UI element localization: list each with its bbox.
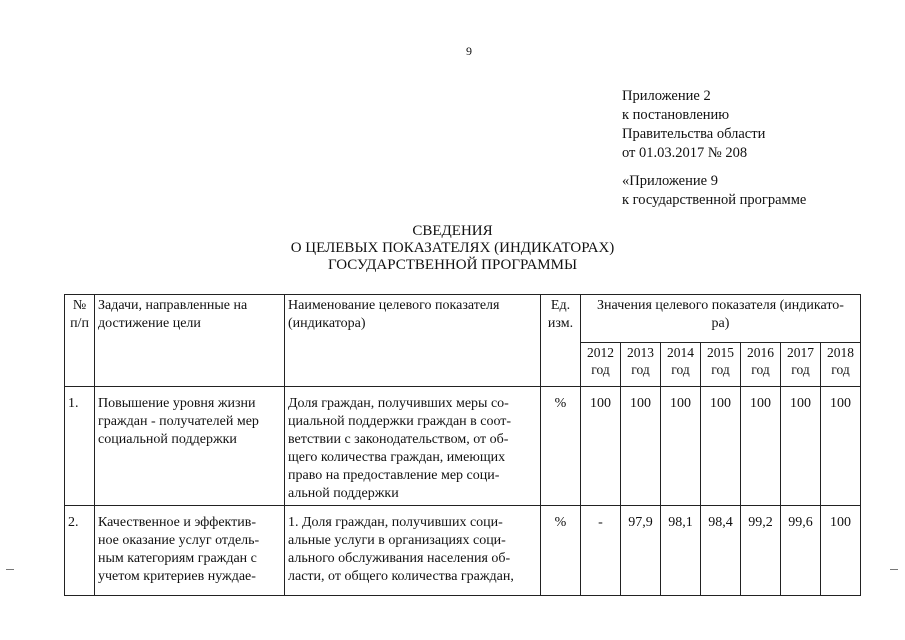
row-tasks: Качественное и эффектив- ное оказание услуг отдель- ным категориям граждан с учетом критериев нуждае- (95, 506, 285, 596)
row-unit: % (541, 387, 581, 506)
row-indicator: 1. Доля граждан, получивших соци- альные услуги в организациях соци- ального обслуживания населения об- ласти, от общего количества граждан, (285, 506, 541, 596)
value-cell: 100 (701, 387, 741, 506)
year-header-2018: 2018 год (821, 343, 861, 387)
table-header-row (65, 295, 861, 343)
year-header-2012: 2012 год (581, 343, 621, 387)
row-unit: % (541, 506, 581, 596)
appendix-line: Приложение 2 (622, 88, 711, 104)
header-indicator: Наименование целевого показателя (индикатора) (285, 295, 541, 387)
value-cell: 100 (781, 387, 821, 506)
year-header-2016: 2016 год (741, 343, 781, 387)
appendix-reference (622, 87, 765, 163)
row-num: 1. (65, 387, 95, 506)
value-cell: 100 (821, 387, 861, 506)
value-cell: 100 (581, 387, 621, 506)
value-cell: 100 (621, 387, 661, 506)
right-margin-mark (890, 569, 898, 570)
appendix-line: «Приложение 9 (622, 173, 718, 189)
year-header-2013: 2013 год (621, 343, 661, 387)
program-appendix-reference (622, 172, 806, 210)
title-line: СВЕДЕНИЯ (412, 223, 493, 239)
header-num: № п/п (65, 295, 95, 387)
year-header-2015: 2015 год (701, 343, 741, 387)
value-cell: - (581, 506, 621, 596)
appendix-line: от 01.03.2017 № 208 (622, 145, 748, 161)
row-num: 2. (65, 506, 95, 596)
row-tasks: Повышение уровня жизни граждан - получателей мер социальной поддержки (95, 387, 285, 506)
table-row (65, 387, 861, 506)
title-line: ГОСУДАРСТВЕННОЙ ПРОГРАММЫ (327, 257, 578, 273)
year-header-2017: 2017 год (781, 343, 821, 387)
value-cell: 98,4 (701, 506, 741, 596)
value-cell: 100 (821, 506, 861, 596)
header-values: Значения целевого показателя (индикато- ра) (581, 295, 861, 343)
value-cell: 99,6 (781, 506, 821, 596)
header-tasks: Задачи, направленные на достижение цели (95, 295, 285, 387)
indicators-table (64, 294, 861, 596)
header-unit: Ед. изм. (541, 295, 581, 387)
title-line: О ЦЕЛЕВЫХ ПОКАЗАТЕЛЯХ (ИНДИКАТОРАХ) (290, 240, 615, 256)
left-margin-mark (6, 569, 14, 570)
appendix-line: к постановлению (622, 107, 730, 123)
value-cell: 99,2 (741, 506, 781, 596)
page-number: 9 (466, 44, 472, 58)
value-cell: 100 (661, 387, 701, 506)
row-indicator: Доля граждан, получивших меры со- циальной поддержки граждан в соот- ветствии с законодательством, от об- щего количества граждан, имеющих право на предоставление мер соци- альной поддержки (285, 387, 541, 506)
table-row (65, 506, 861, 596)
value-cell: 98,1 (661, 506, 701, 596)
year-header-2014: 2014 год (661, 343, 701, 387)
value-cell: 97,9 (621, 506, 661, 596)
document-title (0, 223, 905, 274)
appendix-line: к государственной программе (622, 192, 807, 208)
value-cell: 100 (741, 387, 781, 506)
appendix-line: Правительства области (622, 126, 766, 142)
